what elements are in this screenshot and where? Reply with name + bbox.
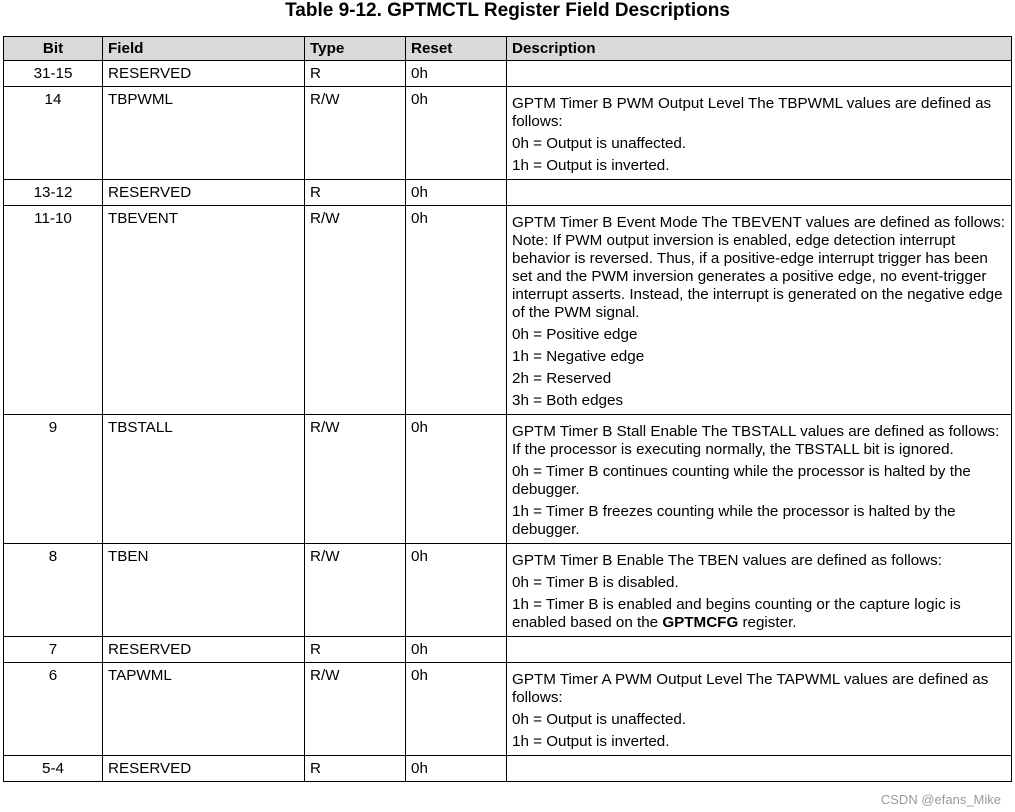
field-cell: TBSTALL xyxy=(103,415,305,544)
type-cell: R/W xyxy=(305,663,406,756)
table-row xyxy=(4,180,1012,206)
description-line: GPTM Timer B Enable The TBEN values are defined as follows: xyxy=(512,552,942,569)
table-body xyxy=(4,61,1012,782)
reset-cell: 0h xyxy=(406,415,507,544)
bit-cell: 13-12 xyxy=(4,180,103,206)
field-cell: TBPWML xyxy=(103,87,305,180)
table-row xyxy=(4,206,1012,415)
reset-cell: 0h xyxy=(406,87,507,180)
header-field: Field xyxy=(103,37,305,61)
description-line: 0h = Output is unaffected. xyxy=(512,135,687,152)
table-row xyxy=(4,61,1012,87)
description-line: 1h = Timer B freezes counting while the processor is halted by the debugger. xyxy=(512,503,956,538)
description-cell xyxy=(507,415,1012,544)
bit-cell: 11-10 xyxy=(4,206,103,415)
description-cell xyxy=(507,544,1012,637)
reset-cell: 0h xyxy=(406,206,507,415)
description-line: 1h = Negative edge xyxy=(512,348,645,365)
description-line: GPTM Timer A PWM Output Level The TAPWML values are defined as follows: xyxy=(512,671,989,706)
table-row xyxy=(4,756,1012,782)
table-row xyxy=(4,87,1012,180)
reset-cell: 0h xyxy=(406,544,507,637)
reset-cell: 0h xyxy=(406,637,507,663)
description-line: GPTM Timer B Stall Enable The TBSTALL values are defined as follows: If the processor is executing normally, the TBSTALL bit is ignored. xyxy=(512,423,1000,458)
bit-cell: 9 xyxy=(4,415,103,544)
description-line: GPTM Timer B PWM Output Level The TBPWML values are defined as follows: xyxy=(512,95,992,130)
register-name-emphasis: GPTMCFG xyxy=(662,614,739,631)
field-cell: RESERVED xyxy=(103,756,305,782)
field-cell: TAPWML xyxy=(103,663,305,756)
reset-cell: 0h xyxy=(406,180,507,206)
description-line: 1h = Output is inverted. xyxy=(512,733,670,750)
bit-cell: 5-4 xyxy=(4,756,103,782)
field-cell: RESERVED xyxy=(103,180,305,206)
description-text: register. xyxy=(738,614,797,631)
description-cell xyxy=(507,87,1012,180)
type-cell: R/W xyxy=(305,415,406,544)
description-text: 1h = Timer B is enabled and begins counting or the capture logic is enabled based on the xyxy=(512,596,961,631)
watermark: CSDN @efans_Mike xyxy=(880,792,1001,807)
description-cell xyxy=(507,206,1012,415)
type-cell: R/W xyxy=(305,544,406,637)
header-row xyxy=(4,37,1012,61)
table-row xyxy=(4,637,1012,663)
table-row xyxy=(4,663,1012,756)
field-cell: RESERVED xyxy=(103,61,305,87)
type-cell: R xyxy=(305,637,406,663)
header-reset: Reset xyxy=(406,37,507,61)
type-cell: R/W xyxy=(305,87,406,180)
header-description: Description xyxy=(507,37,1012,61)
field-cell: TBEN xyxy=(103,544,305,637)
description-line: GPTM Timer B Event Mode The TBEVENT values are defined as follows: Note: If PWM output inversion is enabled, edge detection interrupt behavior is reversed. Thus, if a positive-edge interrupt trigger has been set and the PWM inversion generates a positive edge, no event-trigger interrupt asserts. Instead, the interrupt is generated on the negative edge of the PWM signal. xyxy=(512,214,1005,321)
reset-cell: 0h xyxy=(406,663,507,756)
reset-cell: 0h xyxy=(406,61,507,87)
bit-cell: 7 xyxy=(4,637,103,663)
type-cell: R xyxy=(305,756,406,782)
table-row xyxy=(4,415,1012,544)
bit-cell: 6 xyxy=(4,663,103,756)
field-cell: RESERVED xyxy=(103,637,305,663)
table-row xyxy=(4,544,1012,637)
description-line xyxy=(512,596,1006,632)
description-line: 1h = Output is inverted. xyxy=(512,157,670,174)
type-cell: R xyxy=(305,61,406,87)
description-line: 0h = Positive edge xyxy=(512,326,638,343)
register-field-table xyxy=(3,36,1012,782)
table-title: Table 9-12. GPTMCTL Register Field Descriptions xyxy=(285,0,730,21)
bit-cell: 14 xyxy=(4,87,103,180)
description-line: 0h = Timer B continues counting while the processor is halted by the debugger. xyxy=(512,463,971,498)
description-cell xyxy=(507,61,1012,87)
description-line: 0h = Timer B is disabled. xyxy=(512,574,679,591)
description-line: 0h = Output is unaffected. xyxy=(512,711,687,728)
description-cell xyxy=(507,180,1012,206)
type-cell: R/W xyxy=(305,206,406,415)
header-type: Type xyxy=(305,37,406,61)
reset-cell: 0h xyxy=(406,756,507,782)
description-line: 2h = Reserved xyxy=(512,370,612,387)
description-cell xyxy=(507,756,1012,782)
description-cell xyxy=(507,663,1012,756)
type-cell: R xyxy=(305,180,406,206)
bit-cell: 31-15 xyxy=(4,61,103,87)
description-line: 3h = Both edges xyxy=(512,392,624,409)
field-cell: TBEVENT xyxy=(103,206,305,415)
description-cell xyxy=(507,637,1012,663)
header-bit: Bit xyxy=(4,37,103,61)
bit-cell: 8 xyxy=(4,544,103,637)
